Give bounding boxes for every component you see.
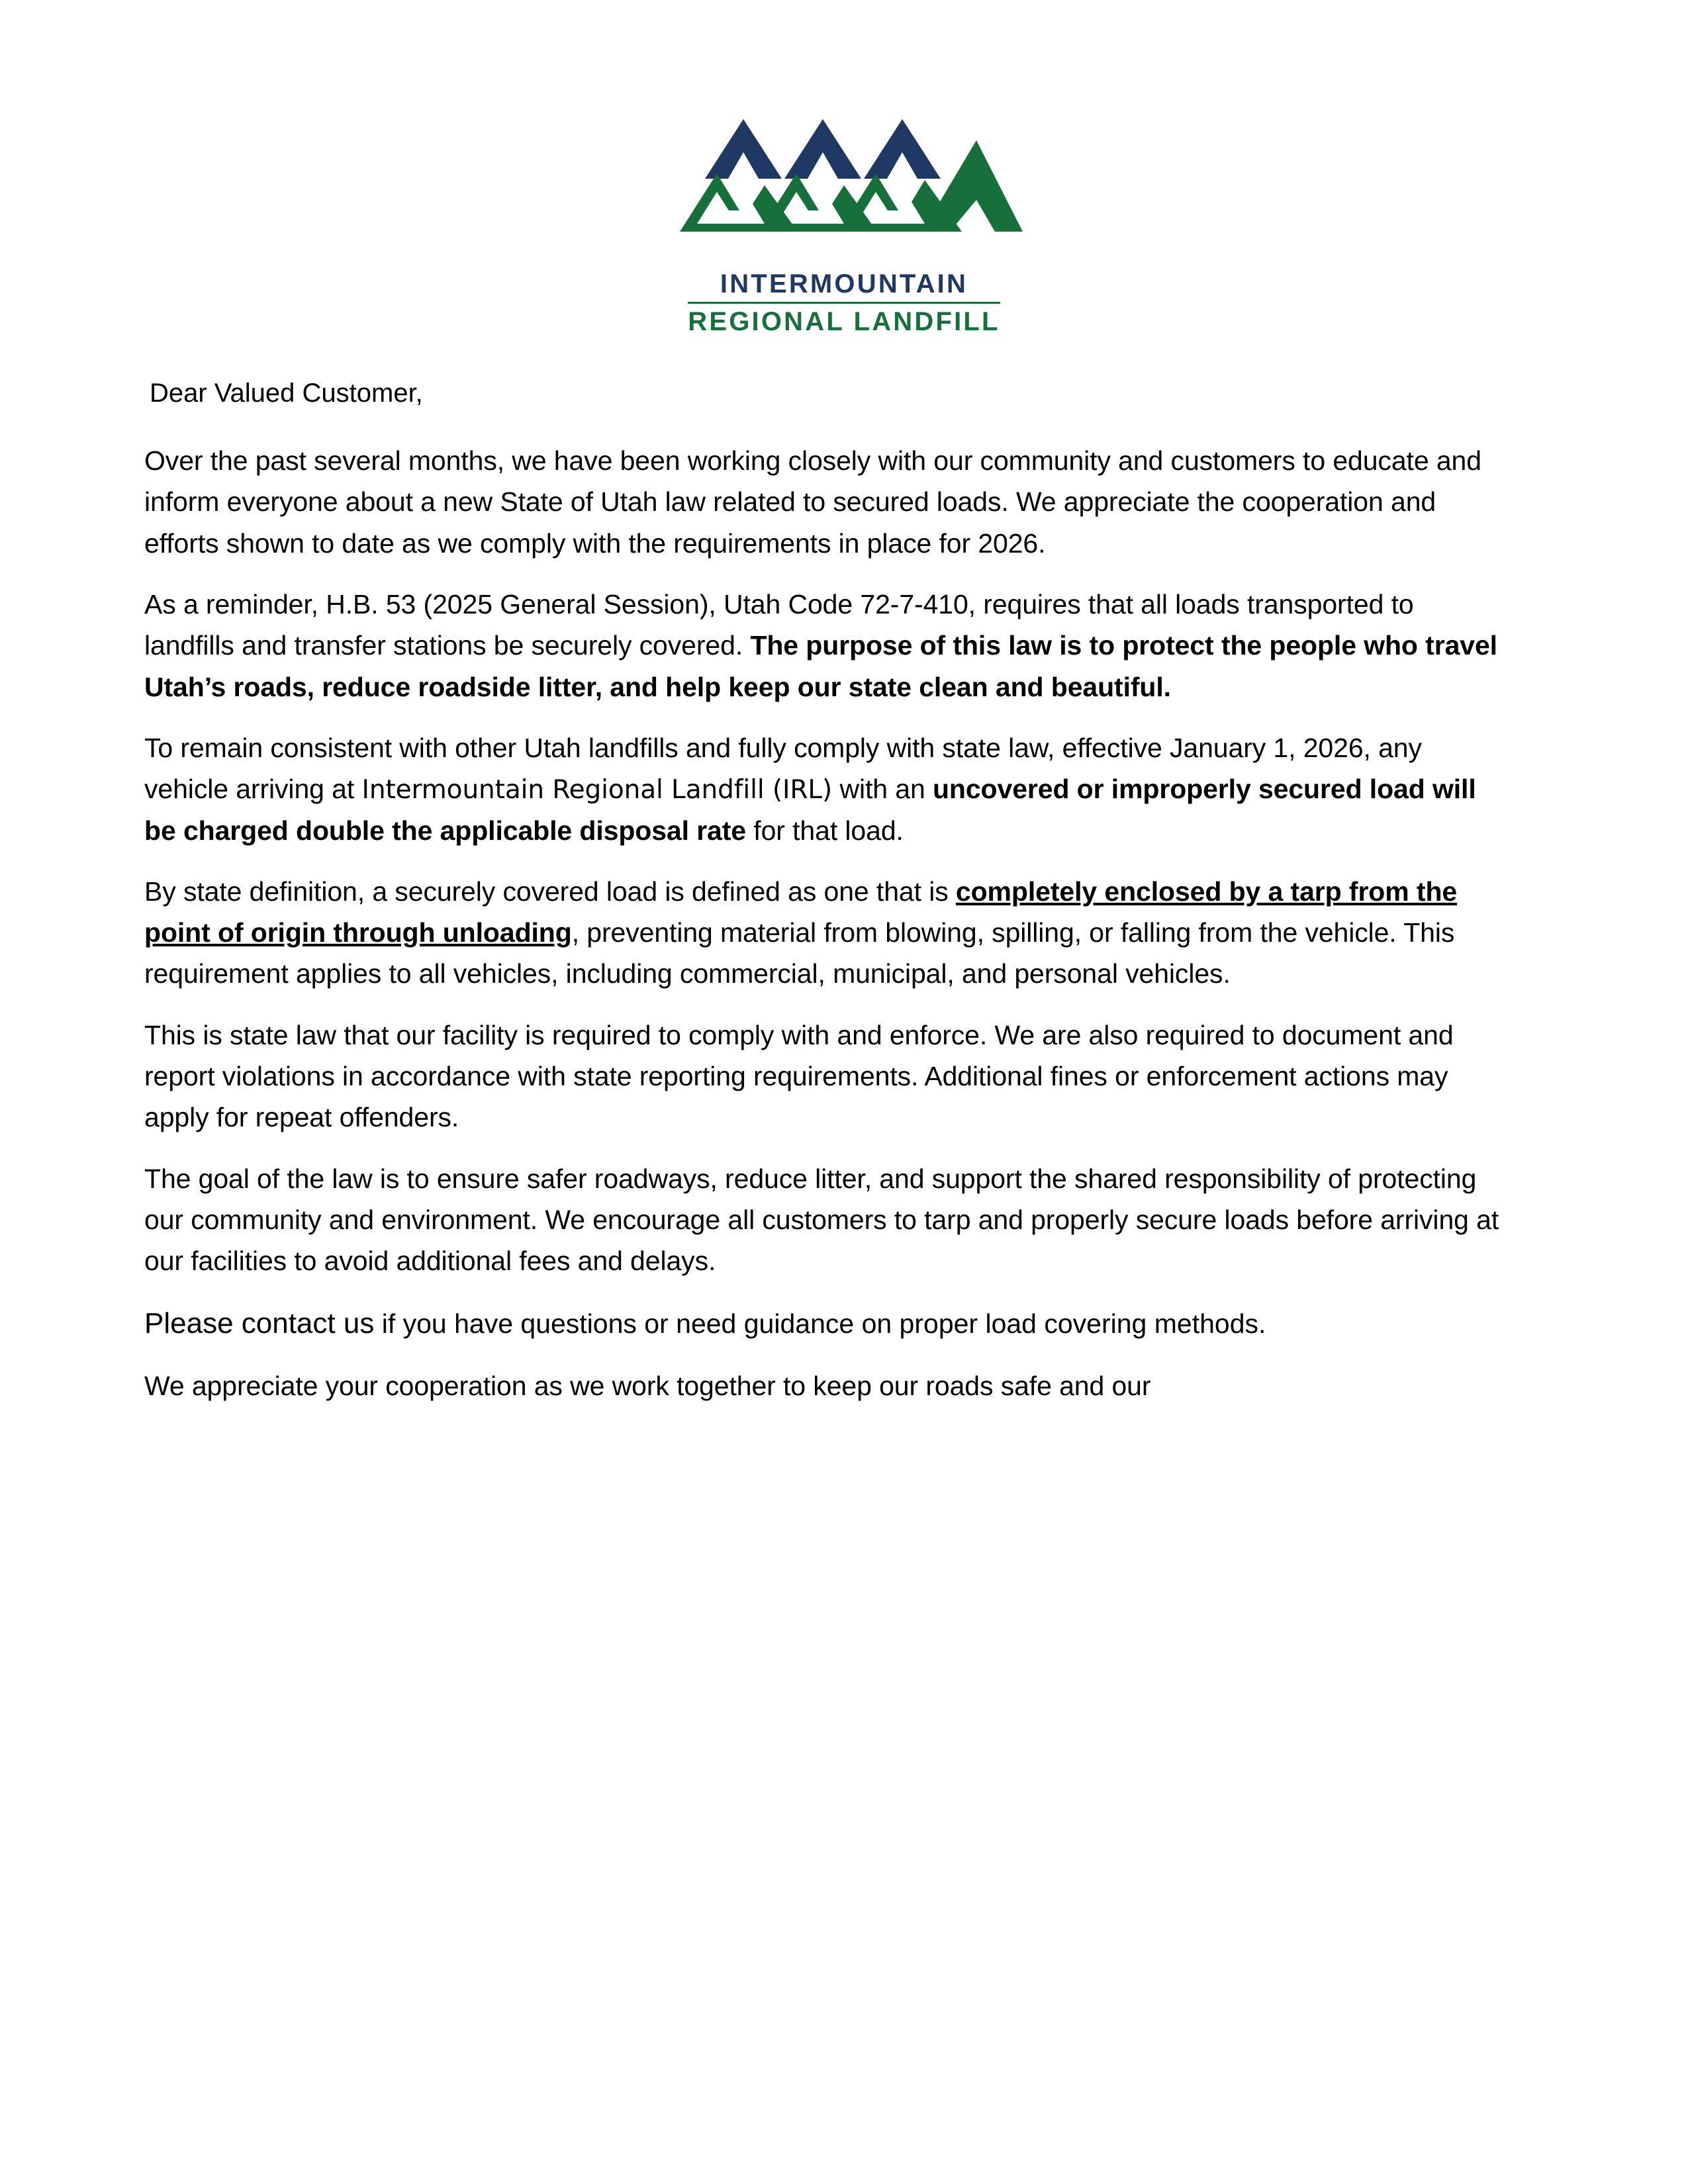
paragraph-5 [144,1015,1505,1138]
mountain-recycle-logo-icon [665,99,1023,265]
paragraph-3-run-2-facility-name: Intermountain Regional Landfill (IRL) [361,775,833,805]
paragraph-3-run-5: for that load. [746,815,904,846]
paragraph-1-run-1: Over the past several months, we have been working closely with our community and customers to educate and inform everyone about a new State of Utah law related to secured loads. We appreciate the cooperation and efforts shown to date as we comply with the requirements in place for 2026. [144,445,1481,559]
contact-line [144,1302,1505,1345]
logo-line-1: INTERMOUNTAIN [720,269,968,298]
company-logo [0,99,1688,338]
paragraph-2 [144,584,1505,707]
paragraph-6-run-1: The goal of the law is to ensure safer roadways, reduce litter, and support the shared responsibility of protecting our community and environment. We encourage all customers to tarp and properly secure loads before arriving at our facilities to avoid additional fees and delays. [144,1163,1499,1277]
contact-line-lead: Please contact us [144,1306,375,1340]
paragraph-4-run-1: By state definition, a securely covered load is defined as one that is [144,876,956,907]
paragraph-3-run-1: To remain consistent with other Utah landfills and fully comply with state law, effective January 1, 2026, any vehicle arriving at [144,732,1422,805]
letter-body [144,374,1505,1426]
paragraph-3 [144,727,1505,851]
logo-line-2: REGIONAL LANDFILL [688,302,1000,338]
paragraph-2-run-1: As a reminder, H.B. 53 (2025 General Session), Utah Code 72-7-410, requires that all loads transported to landfills and transfer stations be securely covered. [144,588,1414,661]
paragraph-1 [144,440,1505,564]
logo-wordmark [688,269,1000,338]
paragraph-3-run-4-bold: uncovered or improperly secured load will be charged double the applicable disposal rate [144,774,1476,846]
paragraph-4 [144,871,1505,995]
contact-line-rest: if you have questions or need guidance on proper load covering methods. [374,1308,1266,1339]
paragraph-4-run-2-bold-underline: completely enclosed by a tarp from the point of origin through unloading [144,876,1458,948]
paragraph-4-run-3: , preventing material from blowing, spilling, or falling from the vehicle. This requirement applies to all vehicles, including commercial, municipal, and personal vehicles. [144,917,1455,989]
paragraph-3-run-3: with an [832,774,933,805]
paragraph-6 [144,1158,1505,1282]
closing-line: We appreciate your cooperation as we work together to keep our roads safe and our [144,1370,1151,1401]
paragraph-5-run-1: This is state law that our facility is required to comply with and enforce. We are also required to document and report violations in accordance with state reporting requirements. Additional fines or enforcement actions may apply for repeat offenders. [144,1019,1454,1133]
paragraph-2-run-2-bold: The purpose of this law is to protect the people who travel Utah’s roads, reduce roadside litter, and help keep our state clean and beautiful. [144,630,1497,702]
salutation: Dear Valued Customer, [150,379,423,408]
